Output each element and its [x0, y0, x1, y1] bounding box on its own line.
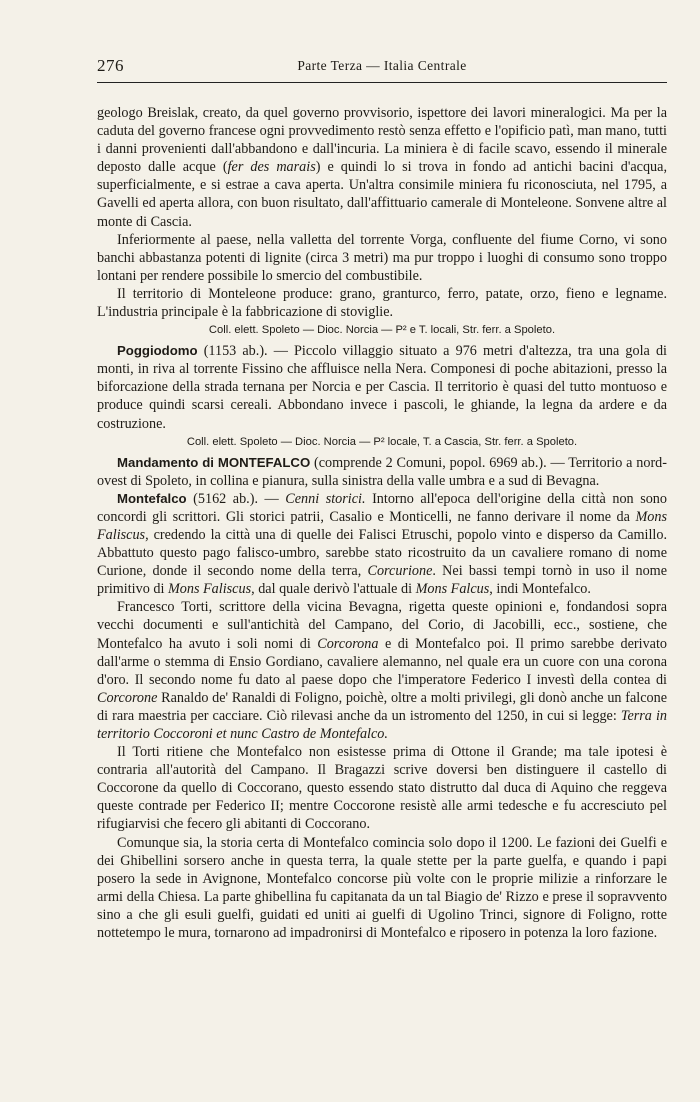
paragraph-lignite: Inferiormente al paese, nella valletta del torrente Vorga, confluente del fiume Corno, vi sono banchi abbastanza potenti di lignite (circa 3 metri) ma pur troppo i luoghi di consumo sono troppo lontani per rendere possibile lo smercio del combustibile.	[97, 231, 667, 284]
entry-term: Mandamento di MONTEFALCO	[117, 454, 311, 470]
paragraph-iron-mine: geologo Breislak, creato, da quel governo provvisorio, ispettore dei lavori mineralogici. Ma per la caduta del governo francese ogni provvedimento restò senza effetto e l'opificio patì, man mano, tutti i danni provenienti dall'abbandono e dall'incuria. La miniera è di facile scavo, essendo il minerale deposto dalle acque (fer des marais) e quindi lo si trova in fondo ad antichi bacini d'acqua, superficialmente, e si estrae a cava aperta. Un'altra consimile miniera fu riconosciuta, nel 1795, a Gavelli ed aperta allora, con buon risultato, dall'affittuario camerale di Monteleone. Sonvene altre al monte di Cascia.	[97, 105, 667, 230]
body-text	[97, 104, 667, 942]
page-number: 276	[97, 56, 124, 75]
entry-term: Poggiodomo	[117, 343, 198, 359]
header-rule	[97, 82, 667, 83]
paragraph-coccorone: Il Torti ritiene che Montefalco non esistesse prima di Ottone il Grande; ma tale ipotesi è contraria all'autorità del Campano. Il Bragazzi scrive doversi ben distinguere il castello di Coccorone da quello di Coccorano, questo essendo stato distrutto dal duca di Aquino che reggeva queste contrade per Federico II; mentre Coccorone resistè alle armi tedesche e fu accresciuto pel rifugiarvisi che fecero gli abitanti di Coccorano.	[97, 744, 667, 833]
paragraph-torti: Francesco Torti, scrittore della vicina Bevagna, rigetta queste opinioni e, fondandosi sopra vecchi documenti e sull'antichità del Campano, del Corio, di Jacobilli, ecc., sostiene, che Montefalco ha avuto i soli nomi di Corcorona e di Montefalco poi. Il primo sarebbe derivato dall'arme o stemma di Ensio Gordiano, cavaliere alemanno, nel quale era un cuore con una corona d'oro. Il secondo nome fu dato al paese dopo che l'imperatore Federico I investì della contea di Corcorone Ranaldo de' Ranaldi di Foligno, poichè, oltre a molti privilegi, gli donò anche un falcone di rara maestria per cacciare. Ciò rilevasi anche da un istromento del 1250, in cui si legge: Terra in territorio Coccoroni et nunc Castro de Montefalco.	[97, 599, 667, 742]
entry-poggiodomo: Poggiodomo (1153 ab.). — Piccolo villaggio situato a 976 metri d'altezza, tra una gola di monti, in riva al torrente Fissino che affluisce nella Nera. Componesi di poche abitazioni, presso la biforcazione della strada ternana per Norcia e per Cascia. Il territorio è quasi del tutto montuoso e produce quindi scarsi cereali. Abbondano invece i pascoli, le ghiande, la legna da ardere e da costruzione.	[97, 343, 667, 432]
paragraph-products: Il territorio di Monteleone produce: grano, granturco, ferro, patate, orzo, fieno e legname. L'industria principale è la fabbricazione di stoviglie.	[97, 285, 667, 321]
running-head: Parte Terza — Italia Centrale	[297, 58, 467, 73]
entry-term: Montefalco	[117, 490, 187, 506]
electoral-note-poggiodomo: Coll. elett. Spoleto — Dioc. Norcia — P² locale, T. a Cascia, Str. ferr. a Spoleto.	[186, 435, 578, 448]
page-header	[97, 56, 667, 78]
entry-montefalco: Montefalco (5162 ab.). — Cenni storici. Intorno all'epoca dell'origine della città non sono concordi gli scrittori. Gli storici patrii, Casalio e Monticelli, ne fanno derivare il nome da Mons Faliscus, credendo la città una di quelle dei Falisci Etruschi, popolo vinto e disperso da Camillo. Abbattuto questo pago falisco-umbro, sarebbe stato ricostruito da un cavaliere romano di nome Curione, donde il secondo nome della terra, Corcurione. Nei bassi tempi tornò in uso il nome primitivo di Mons Faliscus, dal quale derivò l'attuale di Mons Falcus, indi Montefalco.	[97, 490, 667, 598]
paragraph-guelfi-ghibellini: Comunque sia, la storia certa di Montefalco comincia solo dopo il 1200. Le fazioni dei Guelfi e dei Ghibellini sorsero anche in questa terra, la quale stette per la parte guelfa, e quando i papi posero la sede in Avignone, Montefalco concorse più volte con le proprie milizie a rinforzare le armi della Chiesa. La parte ghibellina fu capitanata da un tal Biagio de' Rizzo e prese il sopravvento sino a che gli esuli guelfi, guidati ed uniti ai guelfi di Ugolino Trinci, signore di Foligno, rotte nottetempo le mura, tornarono ad impadronirsi di Montefalco e riposero in potenza la loro fazione.	[97, 834, 667, 942]
entry-mandamento-montefalco: Mandamento di MONTEFALCO (comprende 2 Comuni, popol. 6969 ab.). — Territorio a nord-ovest di Spoleto, in collina e pianura, sulla sinistra della valle umbra e a sud di Bevagna.	[97, 454, 667, 489]
electoral-note-monteleone: Coll. elett. Spoleto — Dioc. Norcia — P² e T. locali, Str. ferr. a Spoleto.	[208, 324, 556, 337]
